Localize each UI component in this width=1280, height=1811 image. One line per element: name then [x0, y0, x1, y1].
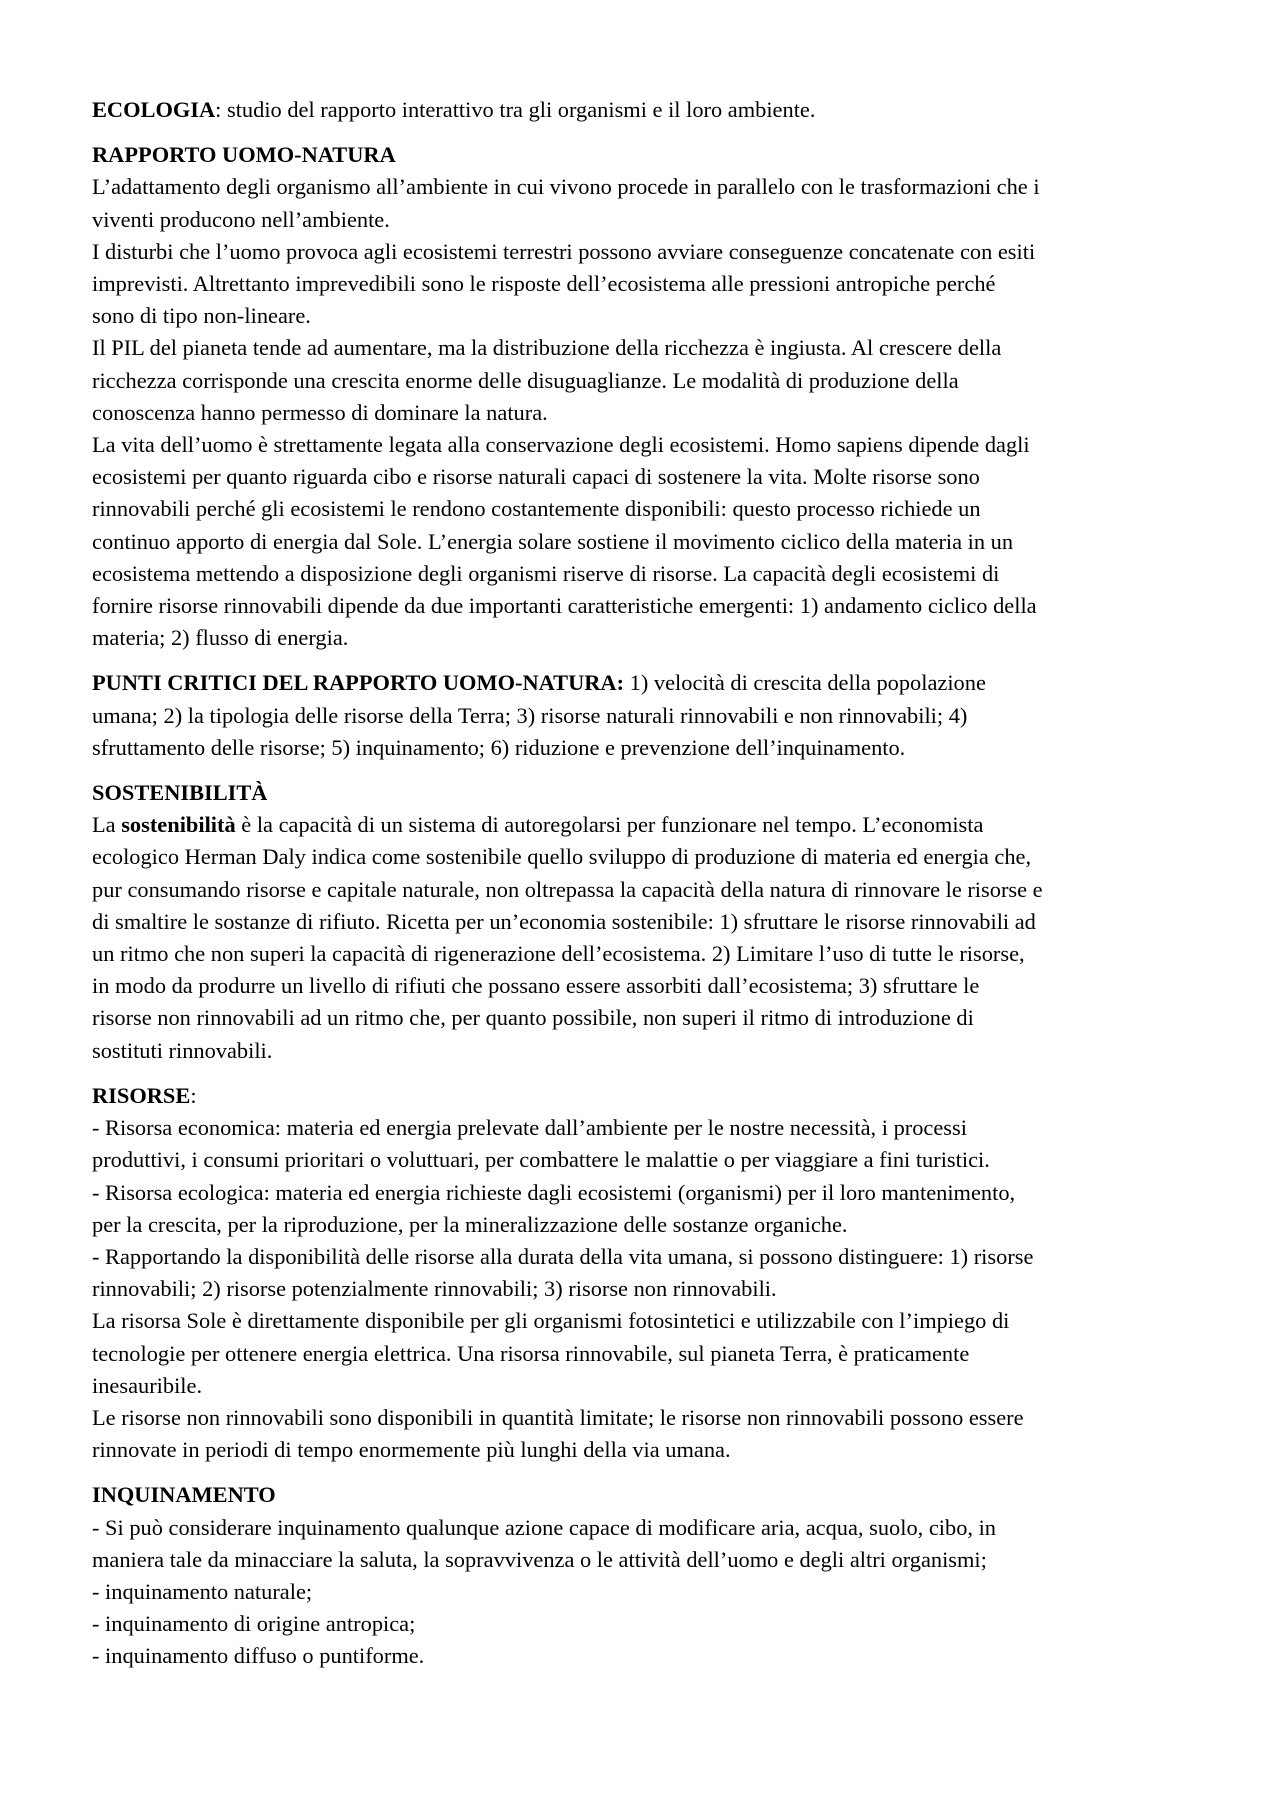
section-rapporto-uomo-natura — [92, 139, 1202, 654]
punti-critici-first-line — [92, 667, 1202, 699]
paragraph-line: tecnologie per ottenere energia elettrica. Una risorsa rinnovabile, sul pianeta Terra, è praticamente — [92, 1340, 970, 1366]
section-inquinamento — [92, 1479, 1202, 1672]
paragraph-line: di smaltire le sostanze di rifiuto. Ricetta per un’economia sostenibile: 1) sfruttare le risorse rinnovabili ad — [92, 908, 1036, 934]
risorse-heading-suffix: : — [190, 1082, 197, 1108]
punti-critici-first-line-text: 1) velocità di crescita della popolazione — [624, 670, 986, 696]
paragraph-line: maniera tale da minacciare la saluta, la sopravvivenza o le attività dell’uomo e degli altri organismi; — [92, 1546, 987, 1572]
paragraph-line: sono di tipo non-lineare. — [92, 303, 311, 329]
paragraph-line: imprevisti. Altrettanto imprevedibili sono le risposte dell’ecosistema alle pressioni antropiche perché — [92, 271, 996, 297]
list-item: - inquinamento di origine antropica; — [92, 1611, 416, 1637]
risorse-heading: RISORSE — [92, 1082, 191, 1108]
sostenibilita-prefix: La — [92, 812, 122, 838]
list-item: - Risorsa ecologica: materia ed energia richieste dagli ecosistemi (organismi) per il loro mantenimento, — [92, 1179, 1016, 1205]
paragraph-line: risorse non rinnovabili ad un ritmo che, per quanto possibile, non superi il ritmo di introduzione di — [92, 1005, 974, 1031]
list-item: - Risorsa economica: materia ed energia prelevate dall’ambiente per le nostre necessità, i processi — [92, 1115, 967, 1141]
paragraph-line: conoscenza hanno permesso di dominare la natura. — [92, 399, 548, 425]
paragraph-line: Le risorse non rinnovabili sono disponibili in quantità limitate; le risorse non rinnovabili possono essere — [92, 1404, 1024, 1430]
inquinamento-heading: INQUINAMENTO — [92, 1482, 276, 1508]
paragraph-line: L’adattamento degli organismo all’ambiente in cui vivono procede in parallelo con le trasformazioni che i — [92, 174, 1040, 200]
paragraph-line: sostituti rinnovabili. — [92, 1037, 273, 1063]
paragraph-line: materia; 2) flusso di energia. — [92, 625, 349, 651]
section-ecologia — [92, 94, 1202, 126]
sostenibilita-bold-term: sostenibilità — [121, 812, 236, 838]
paragraph-line: I disturbi che l’uomo provoca agli ecosistemi terrestri possono avviare conseguenze concatenate con esiti — [92, 238, 1036, 264]
paragraph-line: produttivi, i consumi prioritari o voluttuari, per combattere le malattie o per viaggiare a fini turistici. — [92, 1147, 990, 1173]
document-page — [92, 94, 1202, 1686]
paragraph-line: ecosistema mettendo a disposizione degli organismi riserve di risorse. La capacità degli ecosistemi di — [92, 560, 1000, 586]
paragraph-line: inesauribile. — [92, 1372, 203, 1398]
ecologia-term: ECOLOGIA — [92, 97, 216, 122]
section-risorse — [92, 1080, 1202, 1466]
rapporto-heading: RAPPORTO UOMO-NATURA — [92, 142, 396, 168]
sostenibilita-first-line — [92, 809, 1202, 841]
paragraph-line: continuo apporto di energia dal Sole. L’energia solare sostiene il movimento ciclico della materia in un — [92, 528, 1014, 554]
punti-critici-heading: PUNTI CRITICI DEL RAPPORTO UOMO-NATURA: — [92, 670, 625, 696]
paragraph-line: pur consumando risorse e capitale naturale, non oltrepassa la capacità della natura di rinnovare le risorse e — [92, 876, 1043, 902]
paragraph-line: per la crescita, per la riproduzione, per la mineralizzazione delle sostanze organiche. — [92, 1211, 848, 1237]
paragraph-line: viventi producono nell’ambiente. — [92, 206, 390, 232]
list-item: - inquinamento naturale; — [92, 1578, 313, 1604]
risorse-heading-line — [92, 1080, 1202, 1112]
paragraph-line: La risorsa Sole è direttamente disponibile per gli organismi fotosintetici e utilizzabile con l’impiego di — [92, 1308, 1010, 1334]
paragraph-line: La vita dell’uomo è strettamente legata alla conservazione degli ecosistemi. Homo sapiens dipende dagli — [92, 432, 1030, 458]
paragraph-line: Il PIL del pianeta tende ad aumentare, ma la distribuzione della ricchezza è ingiusta. Al crescere della — [92, 335, 1002, 361]
sostenibilita-heading: SOSTENIBILITÀ — [92, 780, 268, 806]
ecologia-line — [92, 94, 1202, 126]
paragraph-line: umana; 2) la tipologia delle risorse della Terra; 3) risorse naturali rinnovabili e non rinnovabili; 4) — [92, 702, 968, 728]
paragraph-line: ricchezza corrisponde una crescita enorme delle disuguaglianze. Le modalità di produzione della — [92, 367, 959, 393]
list-item: - Si può considerare inquinamento qualunque azione capace di modificare aria, acqua, suolo, cibo, in — [92, 1514, 996, 1540]
list-item: - inquinamento diffuso o puntiforme. — [92, 1643, 425, 1669]
paragraph-line: ecologico Herman Daly indica come sostenibile quello sviluppo di produzione di materia ed energia che, — [92, 844, 1032, 870]
section-sostenibilita — [92, 777, 1202, 1067]
ecologia-definition: : studio del rapporto interattivo tra gli organismi e il loro ambiente. — [215, 97, 816, 122]
paragraph-line: in modo da produrre un livello di rifiuti che possano essere assorbiti dall’ecosistema; 3) sfruttare le — [92, 973, 980, 999]
paragraph-line: rinnovate in periodi di tempo enormemente più lunghi della via umana. — [92, 1437, 731, 1463]
paragraph-line: sfruttamento delle risorse; 5) inquinamento; 6) riduzione e prevenzione dell’inquinamento. — [92, 734, 906, 760]
paragraph-line: fornire risorse rinnovabili dipende da due importanti caratteristiche emergenti: 1) andamento ciclico della — [92, 593, 1037, 619]
paragraph-line: rinnovabili perché gli ecosistemi le rendono costantemente disponibili: questo processo richiede un — [92, 496, 981, 522]
section-punti-critici — [92, 667, 1202, 764]
sostenibilita-first-line-text: è la capacità di un sistema di autoregolarsi per funzionare nel tempo. L’economista — [235, 812, 984, 838]
list-item: - Rapportando la disponibilità delle risorse alla durata della vita umana, si possono distinguere: 1) risorse — [92, 1243, 1034, 1269]
paragraph-line: un ritmo che non superi la capacità di rigenerazione dell’ecosistema. 2) Limitare l’uso di tutte le risorse, — [92, 941, 1025, 967]
paragraph-line: rinnovabili; 2) risorse potenzialmente rinnovabili; 3) risorse non rinnovabili. — [92, 1276, 777, 1302]
paragraph-line: ecosistemi per quanto riguarda cibo e risorse naturali capaci di sostenere la vita. Molte risorse sono — [92, 464, 980, 490]
